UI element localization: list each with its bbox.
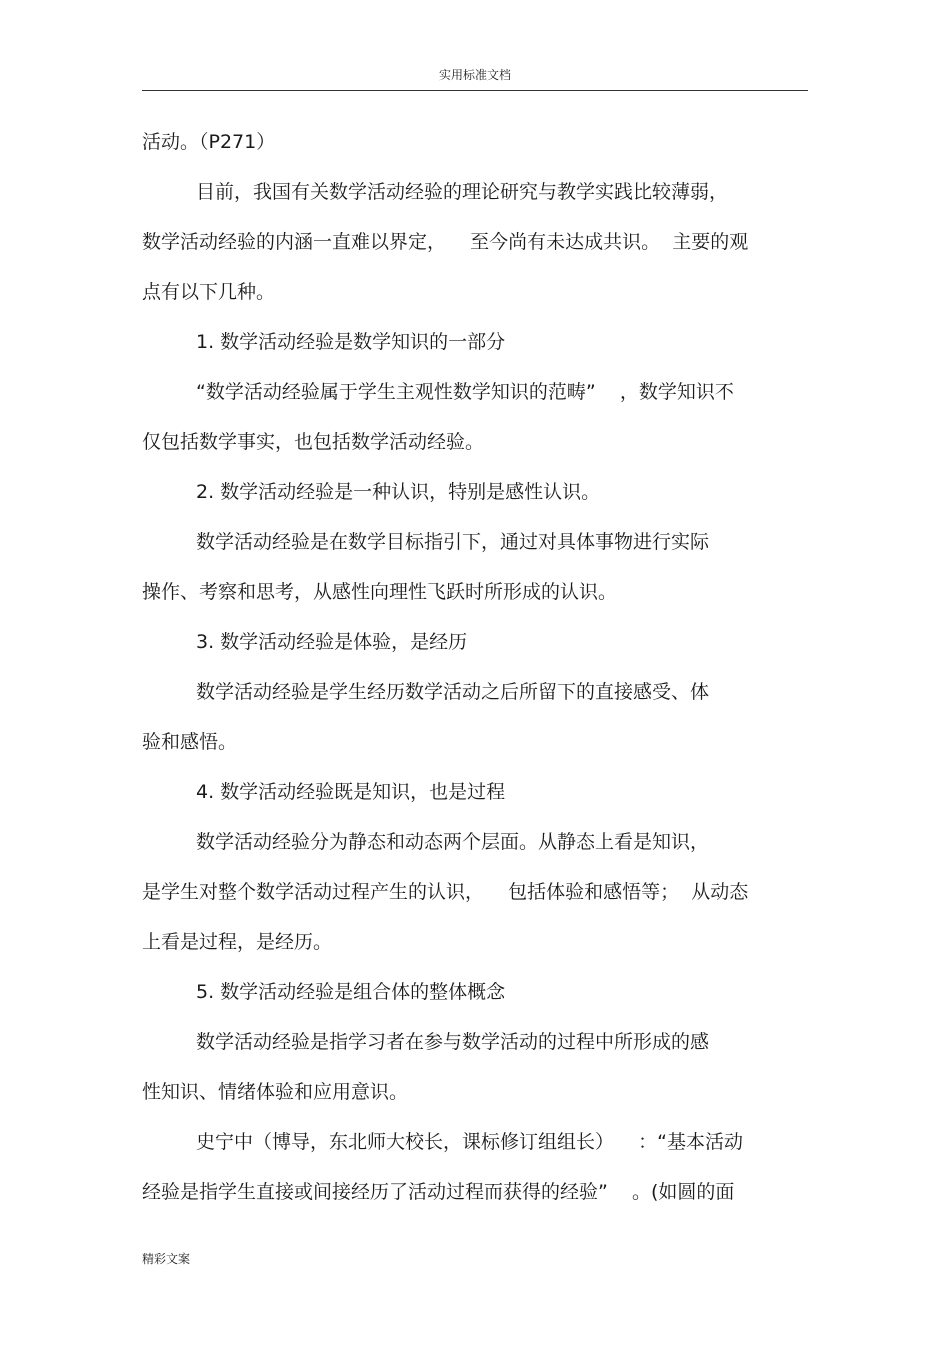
list-heading: 4. 数学活动经验既是知识，也是过程 bbox=[196, 781, 506, 803]
text-line: 数学活动经验分为静态和动态两个层面。从静态上看是知识， bbox=[196, 831, 710, 853]
text-line: 目前，我国有关数学活动经验的理论研究与教学实践比较薄弱， bbox=[196, 181, 729, 203]
text-line: 上看是过程，是经历。 bbox=[142, 931, 333, 953]
text-line: 性知识、情绪体验和应用意识。 bbox=[142, 1081, 409, 1103]
text-line: 操作、考察和思考，从感性向理性飞跃时所形成的认识。 bbox=[142, 581, 618, 603]
text-line: 点有以下几种。 bbox=[142, 281, 276, 303]
text-line: 数学活动经验是指学习者在参与数学活动的过程中所形成的感 bbox=[196, 1031, 710, 1053]
text-line: 验和感悟。 bbox=[142, 731, 238, 753]
text-line: 经验是指学生直接或间接经历了活动过程而获得的经验” 。(如圆的面 bbox=[142, 1181, 735, 1203]
text-line: 数学活动经验是在数学目标指引下，通过对具体事物进行实际 bbox=[196, 531, 710, 553]
text-line: 数学活动经验的内涵一直难以界定， 至今尚有未达成共识。 主要的观 bbox=[142, 231, 749, 253]
text-line: 活动。（P271） bbox=[142, 131, 276, 153]
text-line: 数学活动经验是学生经历数学活动之后所留下的直接感受、体 bbox=[196, 681, 710, 703]
list-heading: 5. 数学活动经验是组合体的整体概念 bbox=[196, 981, 506, 1003]
text-line: “数学活动经验属于学生主观性数学知识的范畴” ，数学知识不 bbox=[196, 381, 734, 403]
list-heading: 1. 数学活动经验是数学知识的一部分 bbox=[196, 331, 506, 353]
text-line: 是学生对整个数学活动过程产生的认识， 包括体验和感悟等； 从动态 bbox=[142, 881, 749, 903]
header-divider bbox=[142, 90, 808, 91]
text-line: 仅包括数学事实，也包括数学活动经验。 bbox=[142, 431, 485, 453]
list-heading: 2. 数学活动经验是一种认识，特别是感性认识。 bbox=[196, 481, 601, 503]
page-header-title: 实用标准文档 bbox=[438, 68, 511, 82]
list-heading: 3. 数学活动经验是体验，是经历 bbox=[196, 631, 468, 653]
page-footer-label: 精彩文案 bbox=[142, 1252, 191, 1266]
text-line: 史宁中（博导，东北师大校长，课标修订组组长） ：“基本活动 bbox=[196, 1131, 744, 1153]
